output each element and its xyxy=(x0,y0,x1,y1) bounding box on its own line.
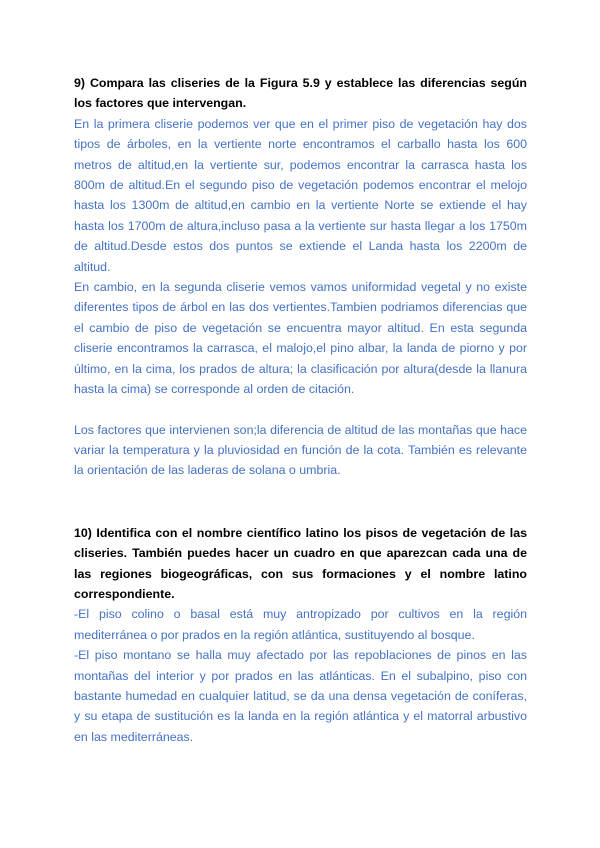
answer-9-paragraph-2: En cambio, en la segunda cliserie vemos vamos uniformidad vegetal y no existe diferentes tipos de árbol en las dos vertientes.Tambien podriamos diferencias que el cambio de piso de vegetación se encuentra mayor altitud. En esta segunda cliserie encontramos la carrasca, el malojo,el pino albar, la landa de piorno y por último, en la cima, los prados de altura; la clasificación por altura(desde la llanura hasta la cima) se corresponde al orden de citación. xyxy=(74,280,527,397)
answer-10-paragraph-1: -El piso colino o basal está muy antropizado por cultivos en la región mediterránea o por prados en la región atlántica, sustituyendo al bosque. xyxy=(74,607,527,642)
question-10: 10) Identifica con el nombre científico latino los pisos de vegetación de las cliseries. También puedes hacer un cuadro en que aparezcan cada una de las regiones biogeográficas, con sus formaciones y el nombre latino correspondiente. xyxy=(74,525,527,601)
section-spacer xyxy=(74,481,527,523)
answer-10-paragraph-2: -El piso montano se halla muy afectado por las repoblaciones de pinos en las montañas del interior y por prados en las atlánticas. En el subalpino, piso con bastante humedad en cualquier latitud, se da una densa vegetación de coníferas, y su etapa de sustitución es la landa en la región atlántica y el matorral arbustivo en las mediterráneas. xyxy=(74,648,527,744)
paragraph-spacer xyxy=(74,400,527,420)
answer-9-paragraph-3: Los factores que intervienen son;la diferencia de altitud de las montañas que hace variar la temperatura y la pluviosidad en función de la cota. También es relevante la orientación de las laderas de solana o umbria. xyxy=(74,422,527,478)
answer-9-paragraph-1: En la primera cliserie podemos ver que en el primer piso de vegetación hay dos tipos de árboles, en la vertiente norte encontramos el carballo hasta los 600 metros de altitud,en la vertiente sur, podemos encontrar la carrasca hasta los 800m de altitud.En el segundo piso de vegetación podemos encontrar el melojo hasta los 1300m de altitud,en cambio en la vertiente Norte se extiende el hay hasta los 1700m de altura,incluso pasa a la vertiente sur hasta llegar a los 1750m de altitud.Desde estos dos puntos se extiende el Landa hasta los 2200m de altitud. xyxy=(74,116,527,274)
question-9: 9) Compara las cliseries de la Figura 5.9 y establece las diferencias según los factores que intervengan. xyxy=(74,76,527,111)
document-page xyxy=(74,73,527,747)
